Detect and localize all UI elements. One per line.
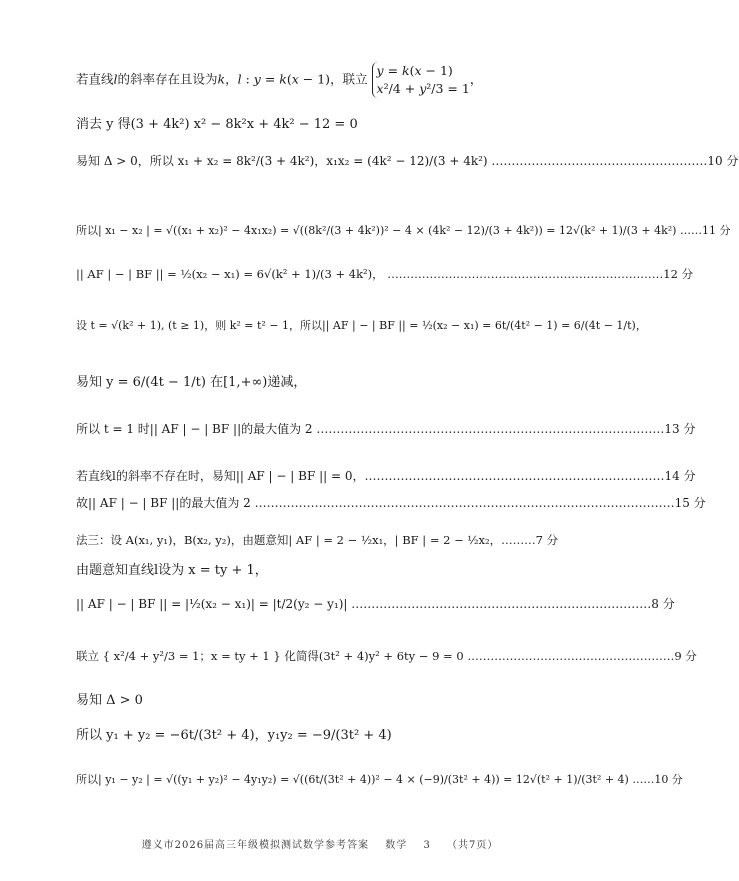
footer-page-number: 3 bbox=[423, 840, 431, 851]
footer-exam-title: 遵义市2026届高三年级模拟测试数学参考答案 bbox=[141, 840, 370, 851]
text-line-15: 易知 Δ > 0 bbox=[76, 693, 143, 708]
text-line-6: 设 t = √(k² + 1), (t ≥ 1)，则 k² = t² − 1，所以|| AF | − | BF || = ½(x₂ − x₁) = 6t/(4t² − 1) = 6/(4t − 1/t)， bbox=[76, 319, 647, 332]
text-line-10: 故|| AF | − | BF ||的最大值为 2 ……………………………………………………………………………………………15 分 bbox=[76, 496, 706, 510]
page-footer bbox=[0, 836, 640, 851]
text-line-2: 消去 y 得(3 + 4k²) x² − 8k²x + 4k² − 12 = 0 bbox=[76, 117, 358, 132]
footer-subject: 数学 bbox=[385, 840, 408, 851]
text-line-8: 所以 t = 1 时|| AF | − | BF ||的最大值为 2 ……………………………………………………………………………13 分 bbox=[76, 422, 696, 436]
text-line-1: 若直线l的斜率存在且设为k，l : y = k(x − 1)，联立 y = k(x − 1) x²/4 + y²/3 = 1， bbox=[76, 63, 483, 96]
text-line-9: 若直线l的斜率不存在时，易知|| AF | − | BF || = 0，…………………………………………………………………14 分 bbox=[76, 469, 696, 483]
text-line-14: 联立 { x²/4 + y²/3 = 1；x = ty + 1 } 化简得(3t² + 4)y² + 6ty − 9 = 0 ………………………………………………9 分 bbox=[76, 649, 697, 663]
footer-page-total: （共7页） bbox=[447, 840, 499, 851]
text-line-16: 所以 y₁ + y₂ = −6t/(3t² + 4)，y₁y₂ = −9/(3t² + 4) bbox=[76, 728, 392, 743]
text-line-12: 由题意知直线l设为 x = ty + 1， bbox=[76, 563, 268, 578]
text-line-3: 易知 Δ > 0，所以 x₁ + x₂ = 8k²/(3 + 4k²)，x₁x₂ = (4k² − 12)/(3 + 4k²) ………………………………………………10 分 bbox=[76, 154, 739, 168]
text-line-7: 易知 y = 6/(4t − 1/t) 在[1,+∞)递减， bbox=[76, 375, 307, 390]
text-line-5: || AF | − | BF || = ½(x₂ − x₁) = 6√(k² + 1)/(3 + 4k²)， ………………………………………………………………12 分 bbox=[76, 267, 694, 281]
text-line-13: || AF | − | BF || = |½(x₂ − x₁)| = |t/2(y₂ − y₁)| …………………………………………………………………8 分 bbox=[76, 597, 675, 611]
text-line-11: 法三：设 A(x₁, y₁)，B(x₂, y₂)，由题意知| AF | = 2 − ½x₁，| BF | = 2 − ½x₂，………7 分 bbox=[76, 533, 559, 547]
text-line-17: 所以| y₁ − y₂ | = √((y₁ + y₂)² − 4y₁y₂) = √((6t/(3t² + 4))² − 4 × (−9)/(3t² + 4)) = 12√(t² + 1)/(3t² + 4) ……10 分 bbox=[76, 773, 683, 786]
text-line-4: 所以| x₁ − x₂ | = √((x₁ + x₂)² − 4x₁x₂) = √((8k²/(3 + 4k²))² − 4 × (4k² − 12)/(3 + 4k²)) = 12√(k² + 1)/(3 + 4k²) ……11 分 bbox=[76, 224, 731, 237]
